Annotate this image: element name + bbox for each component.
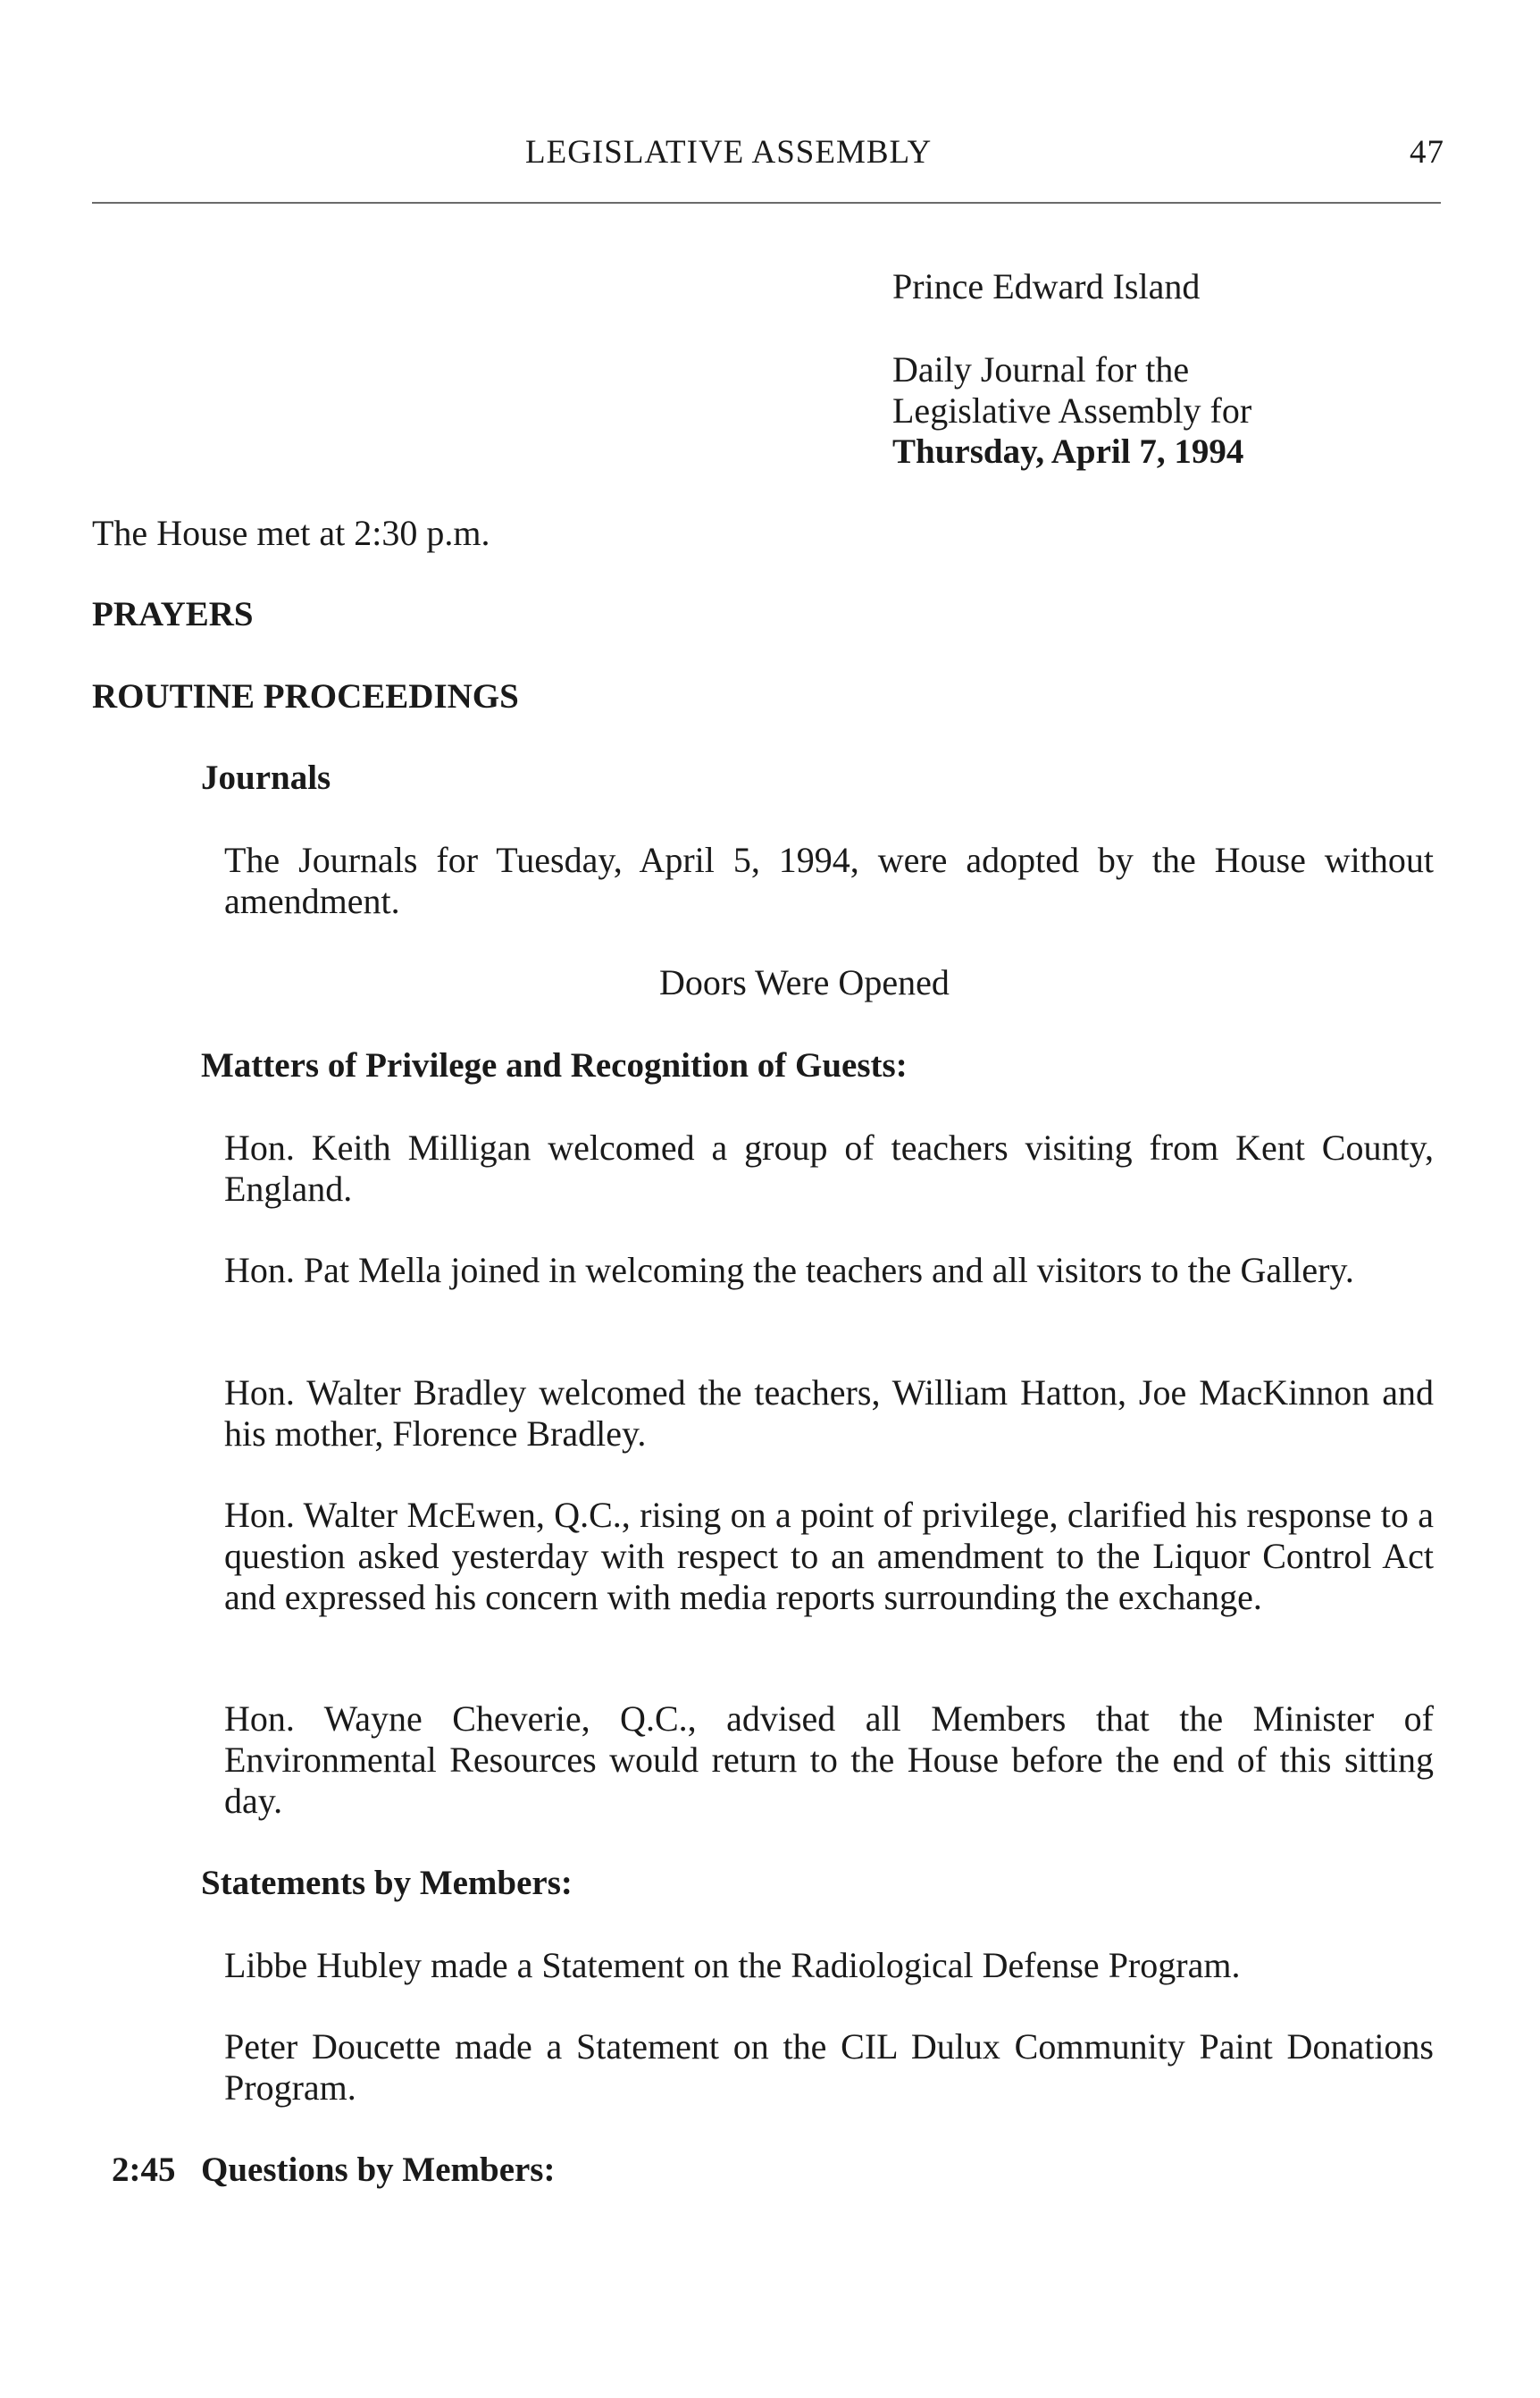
privilege-paragraph-milligan: Hon. Keith Milligan welcomed a group of teachers visiting from Kent County, England. <box>224 1128 1434 1209</box>
doors-opened-line: Doors Were Opened <box>659 962 950 1002</box>
privilege-paragraph-mcewen: Hon. Walter McEwen, Q.C., rising on a point of privilege, clarified his response to a question asked yesterday with respect to an amendment to the Liquor Control Act and expressed his concern with media reports surrounding the exchange. <box>224 1495 1434 1617</box>
journal-title-block <box>892 349 1393 473</box>
privilege-paragraph-bradley: Hon. Walter Bradley welcomed the teachers, William Hatton, Joe MacKinnon and his mother, Florence Bradley. <box>224 1372 1434 1454</box>
house-met-line: The House met at 2:30 p.m. <box>92 513 490 553</box>
journals-heading: Journals <box>201 759 331 797</box>
page-number: 47 <box>1410 134 1444 171</box>
statement-doucette: Peter Doucette made a Statement on the CIL Dulux Community Paint Donations Program. <box>224 2026 1434 2108</box>
statements-heading: Statements by Members: <box>201 1864 573 1902</box>
journal-title-line-1: Daily Journal for the <box>892 349 1190 390</box>
header-rule <box>92 202 1441 204</box>
running-header-title: LEGISLATIVE ASSEMBLY <box>525 134 933 171</box>
journals-paragraph: The Journals for Tuesday, April 5, 1994, were adopted by the House without amendment. <box>224 840 1434 921</box>
journal-title-line-2: Legislative Assembly for <box>892 390 1252 431</box>
journal-date: Thursday, April 7, 1994 <box>892 432 1244 471</box>
privilege-paragraph-mella: Hon. Pat Mella joined in welcoming the teachers and all visitors to the Gallery. <box>224 1250 1354 1290</box>
routine-proceedings-heading: ROUTINE PROCEEDINGS <box>92 677 519 716</box>
privilege-paragraph-cheverie: Hon. Wayne Cheverie, Q.C., advised all Members that the Minister of Environmental Resources would return to the House before the end of this sitting day. <box>224 1698 1434 1821</box>
prayers-heading: PRAYERS <box>92 595 254 633</box>
province-name: Prince Edward Island <box>892 266 1201 306</box>
statement-hubley: Libbe Hubley made a Statement on the Radiological Defense Program. <box>224 1945 1241 1985</box>
questions-time: 2:45 <box>112 2151 176 2189</box>
privilege-heading: Matters of Privilege and Recognition of Guests: <box>201 1046 908 1085</box>
questions-heading: Questions by Members: <box>201 2151 556 2189</box>
